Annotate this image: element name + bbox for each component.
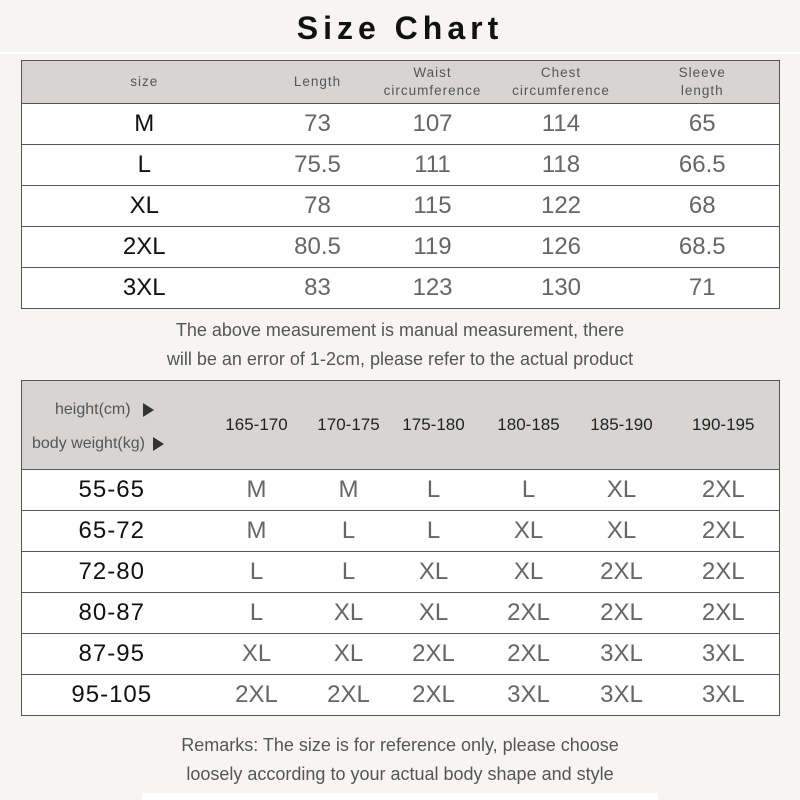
measurement-cell: 83 xyxy=(267,268,369,309)
header-chest-line2: circumference xyxy=(512,83,610,98)
height-range-header: 180-185 xyxy=(482,381,576,470)
size-cell: XL xyxy=(312,634,386,675)
title-divider xyxy=(0,52,800,54)
height-range-header: 185-190 xyxy=(576,381,668,470)
size-cell: L xyxy=(386,511,482,552)
weight-range-label: 55-65 xyxy=(22,470,202,511)
height-range-header: 175-180 xyxy=(386,381,482,470)
measurement-note-line2: will be an error of 1-2cm, please refer to the actual product xyxy=(166,349,634,369)
height-range-header: 165-170 xyxy=(202,381,312,470)
size-cell: L xyxy=(482,470,576,511)
header-size xyxy=(22,61,267,104)
height-range-header: 190-195 xyxy=(668,381,780,470)
header-chest-line1: Chest xyxy=(540,65,582,80)
size-cell: 3XL xyxy=(576,675,668,716)
measurement-cell: 71 xyxy=(626,268,780,309)
measurement-cell: 118 xyxy=(497,145,626,186)
size-cell: M xyxy=(312,470,386,511)
table-row xyxy=(22,675,780,716)
fit-header-axis-labels xyxy=(22,381,202,470)
weight-label: body weight(kg) xyxy=(32,435,145,452)
header-waist-line1: Waist xyxy=(413,65,452,80)
weight-range-label: 95-105 xyxy=(22,675,202,716)
measurement-table xyxy=(21,60,780,309)
table-row xyxy=(22,593,780,634)
size-cell: 3XL xyxy=(668,675,780,716)
size-cell: 2XL xyxy=(482,634,576,675)
size-cell: XL xyxy=(576,511,668,552)
measurement-cell: 107 xyxy=(369,104,497,145)
measurement-header-row xyxy=(22,61,780,104)
arrow-right-icon xyxy=(143,403,154,417)
measurement-cell: 111 xyxy=(369,145,497,186)
size-cell: 2XL xyxy=(668,593,780,634)
size-cell: 2XL xyxy=(668,470,780,511)
weight-range-label: 72-80 xyxy=(22,552,202,593)
table-row xyxy=(22,227,780,268)
size-cell: 2XL xyxy=(576,593,668,634)
size-cell: 3XL xyxy=(668,634,780,675)
fit-header-row xyxy=(22,381,780,470)
header-sleeve-line2: length xyxy=(680,83,724,98)
measurement-cell: 115 xyxy=(369,186,497,227)
header-chest xyxy=(497,61,626,104)
size-cell: 2XL xyxy=(202,675,312,716)
arrow-right-icon xyxy=(153,437,164,451)
measurement-cell: 68 xyxy=(626,186,780,227)
table-row xyxy=(22,104,780,145)
weight-range-label: 80-87 xyxy=(22,593,202,634)
measurement-cell: 119 xyxy=(369,227,497,268)
table-row xyxy=(22,268,780,309)
header-sleeve xyxy=(626,61,780,104)
measurement-cell: 68.5 xyxy=(626,227,780,268)
size-cell: XL xyxy=(482,552,576,593)
remarks-line1: Remarks: The size is for reference only, please choose xyxy=(181,735,619,755)
header-waist xyxy=(369,61,497,104)
table-row xyxy=(22,511,780,552)
table-row xyxy=(22,145,780,186)
size-cell: 2XL xyxy=(668,511,780,552)
header-length xyxy=(267,61,369,104)
size-cell: L xyxy=(386,470,482,511)
measurement-cell: 66.5 xyxy=(626,145,780,186)
size-cell: M xyxy=(202,511,312,552)
page-title: Size Chart xyxy=(296,10,504,46)
size-cell: 2XL xyxy=(482,593,576,634)
remarks xyxy=(0,731,800,789)
header-size-label: size xyxy=(130,74,159,89)
bottom-divider xyxy=(142,793,658,800)
height-label-wrap xyxy=(55,401,154,419)
measurement-note xyxy=(0,316,800,374)
size-cell: L xyxy=(202,552,312,593)
size-label: 2XL xyxy=(22,227,267,268)
size-cell: XL xyxy=(386,552,482,593)
header-waist-line2: circumference xyxy=(383,83,482,98)
size-cell: 3XL xyxy=(576,634,668,675)
measurement-cell: 78 xyxy=(267,186,369,227)
measurement-cell: 65 xyxy=(626,104,780,145)
size-cell: L xyxy=(202,593,312,634)
height-range-header: 170-175 xyxy=(312,381,386,470)
measurement-cell: 114 xyxy=(497,104,626,145)
size-cell: 2XL xyxy=(386,675,482,716)
size-cell: 2XL xyxy=(576,552,668,593)
size-cell: XL xyxy=(202,634,312,675)
size-label: 3XL xyxy=(22,268,267,309)
size-cell: 3XL xyxy=(482,675,576,716)
measurement-cell: 126 xyxy=(497,227,626,268)
size-cell: XL xyxy=(386,593,482,634)
measurement-cell: 73 xyxy=(267,104,369,145)
measurement-cell: 80.5 xyxy=(267,227,369,268)
size-label: XL xyxy=(22,186,267,227)
header-length-label: Length xyxy=(293,74,342,89)
measurement-cell: 123 xyxy=(369,268,497,309)
size-label: M xyxy=(22,104,267,145)
weight-range-label: 87-95 xyxy=(22,634,202,675)
size-cell: 2XL xyxy=(668,552,780,593)
size-cell: L xyxy=(312,552,386,593)
size-cell: M xyxy=(202,470,312,511)
table-row xyxy=(22,552,780,593)
size-cell: 2XL xyxy=(312,675,386,716)
measurement-cell: 122 xyxy=(497,186,626,227)
header-sleeve-line1: Sleeve xyxy=(678,65,726,80)
weight-range-label: 65-72 xyxy=(22,511,202,552)
table-row xyxy=(22,186,780,227)
remarks-line2: loosely according to your actual body shape and style xyxy=(186,764,614,784)
size-cell: L xyxy=(312,511,386,552)
size-cell: XL xyxy=(312,593,386,634)
size-cell: XL xyxy=(482,511,576,552)
fit-table xyxy=(21,380,780,716)
size-cell: XL xyxy=(576,470,668,511)
measurement-note-line1: The above measurement is manual measurement, there xyxy=(175,320,625,340)
measurement-cell: 75.5 xyxy=(267,145,369,186)
measurement-cell: 130 xyxy=(497,268,626,309)
weight-label-wrap xyxy=(32,435,164,453)
table-row xyxy=(22,470,780,511)
table-row xyxy=(22,634,780,675)
size-cell: 2XL xyxy=(386,634,482,675)
height-label: height(cm) xyxy=(55,401,131,418)
size-label: L xyxy=(22,145,267,186)
